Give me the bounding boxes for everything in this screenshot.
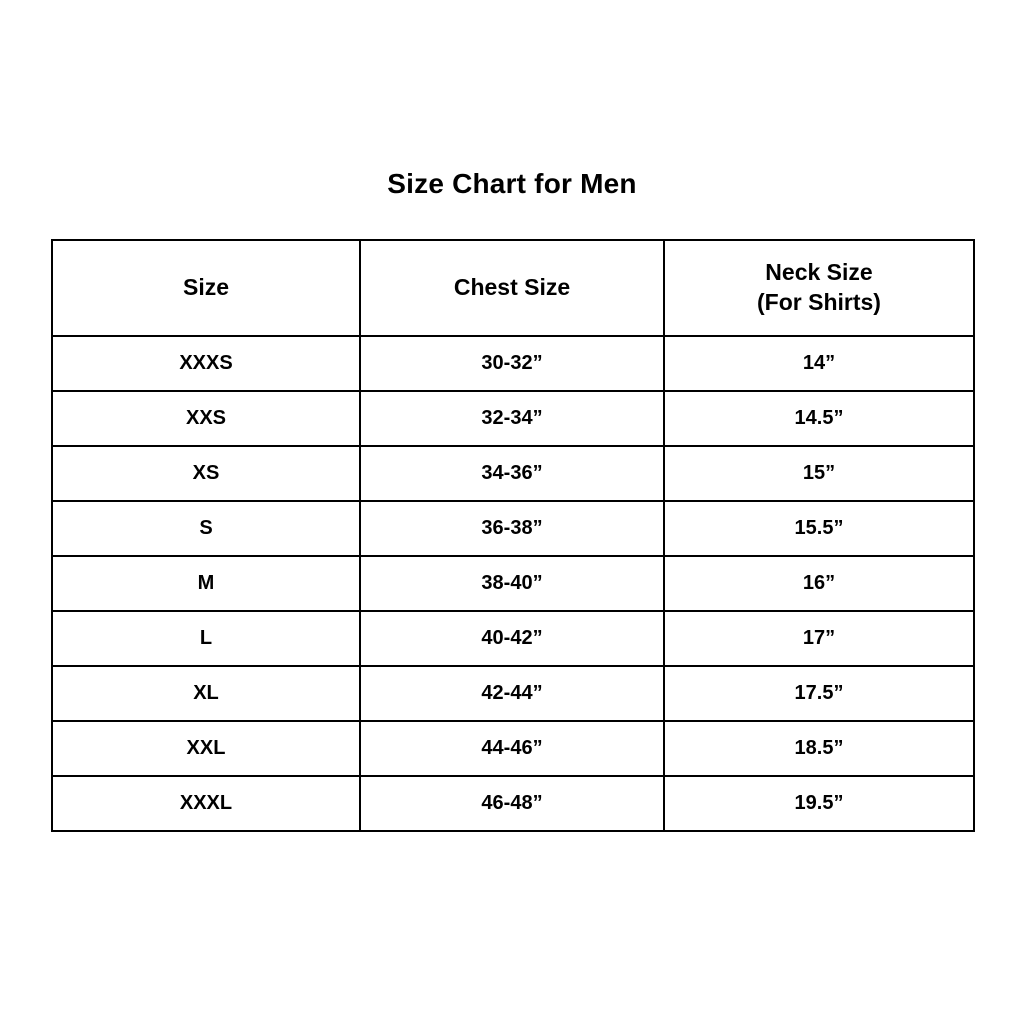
cell-neck: 19.5” — [664, 776, 974, 831]
size-chart-table-container — [51, 239, 973, 832]
cell-size: XXS — [52, 391, 360, 446]
column-header-neck — [664, 240, 974, 336]
cell-size: XXXS — [52, 336, 360, 391]
cell-size: L — [52, 611, 360, 666]
table-row — [52, 391, 974, 446]
table-row — [52, 666, 974, 721]
page-title: Size Chart for Men — [387, 168, 637, 199]
table-row — [52, 721, 974, 776]
cell-neck: 15.5” — [664, 501, 974, 556]
size-chart-table — [51, 239, 975, 832]
cell-neck: 15” — [664, 446, 974, 501]
cell-size: M — [52, 556, 360, 611]
table-row — [52, 776, 974, 831]
cell-chest: 32-34” — [360, 391, 664, 446]
table-body — [52, 336, 974, 831]
cell-chest: 34-36” — [360, 446, 664, 501]
cell-neck: 17.5” — [664, 666, 974, 721]
cell-chest: 36-38” — [360, 501, 664, 556]
table-row — [52, 446, 974, 501]
cell-neck: 16” — [664, 556, 974, 611]
column-header-size-label: Size — [182, 274, 230, 301]
cell-chest: 42-44” — [360, 666, 664, 721]
table-row — [52, 336, 974, 391]
cell-neck: 14” — [664, 336, 974, 391]
table-row — [52, 501, 974, 556]
table-row — [52, 556, 974, 611]
cell-size: S — [52, 501, 360, 556]
cell-chest: 40-42” — [360, 611, 664, 666]
cell-size: XXXL — [52, 776, 360, 831]
cell-size: XS — [52, 446, 360, 501]
cell-neck: 14.5” — [664, 391, 974, 446]
column-header-chest — [360, 240, 664, 336]
cell-neck: 18.5” — [664, 721, 974, 776]
column-header-neck-label: Neck Size — [765, 259, 873, 286]
cell-size: XXL — [52, 721, 360, 776]
cell-chest: 38-40” — [360, 556, 664, 611]
table-row — [52, 611, 974, 666]
column-header-neck-sublabel: (For Shirts) — [757, 289, 881, 315]
cell-chest: 44-46” — [360, 721, 664, 776]
cell-chest: 46-48” — [360, 776, 664, 831]
cell-neck: 17” — [664, 611, 974, 666]
cell-chest: 30-32” — [360, 336, 664, 391]
column-header-size — [52, 240, 360, 336]
cell-size: XL — [52, 666, 360, 721]
column-header-chest-label: Chest Size — [453, 274, 571, 301]
table-header — [52, 240, 974, 336]
table-header-row — [52, 240, 974, 336]
